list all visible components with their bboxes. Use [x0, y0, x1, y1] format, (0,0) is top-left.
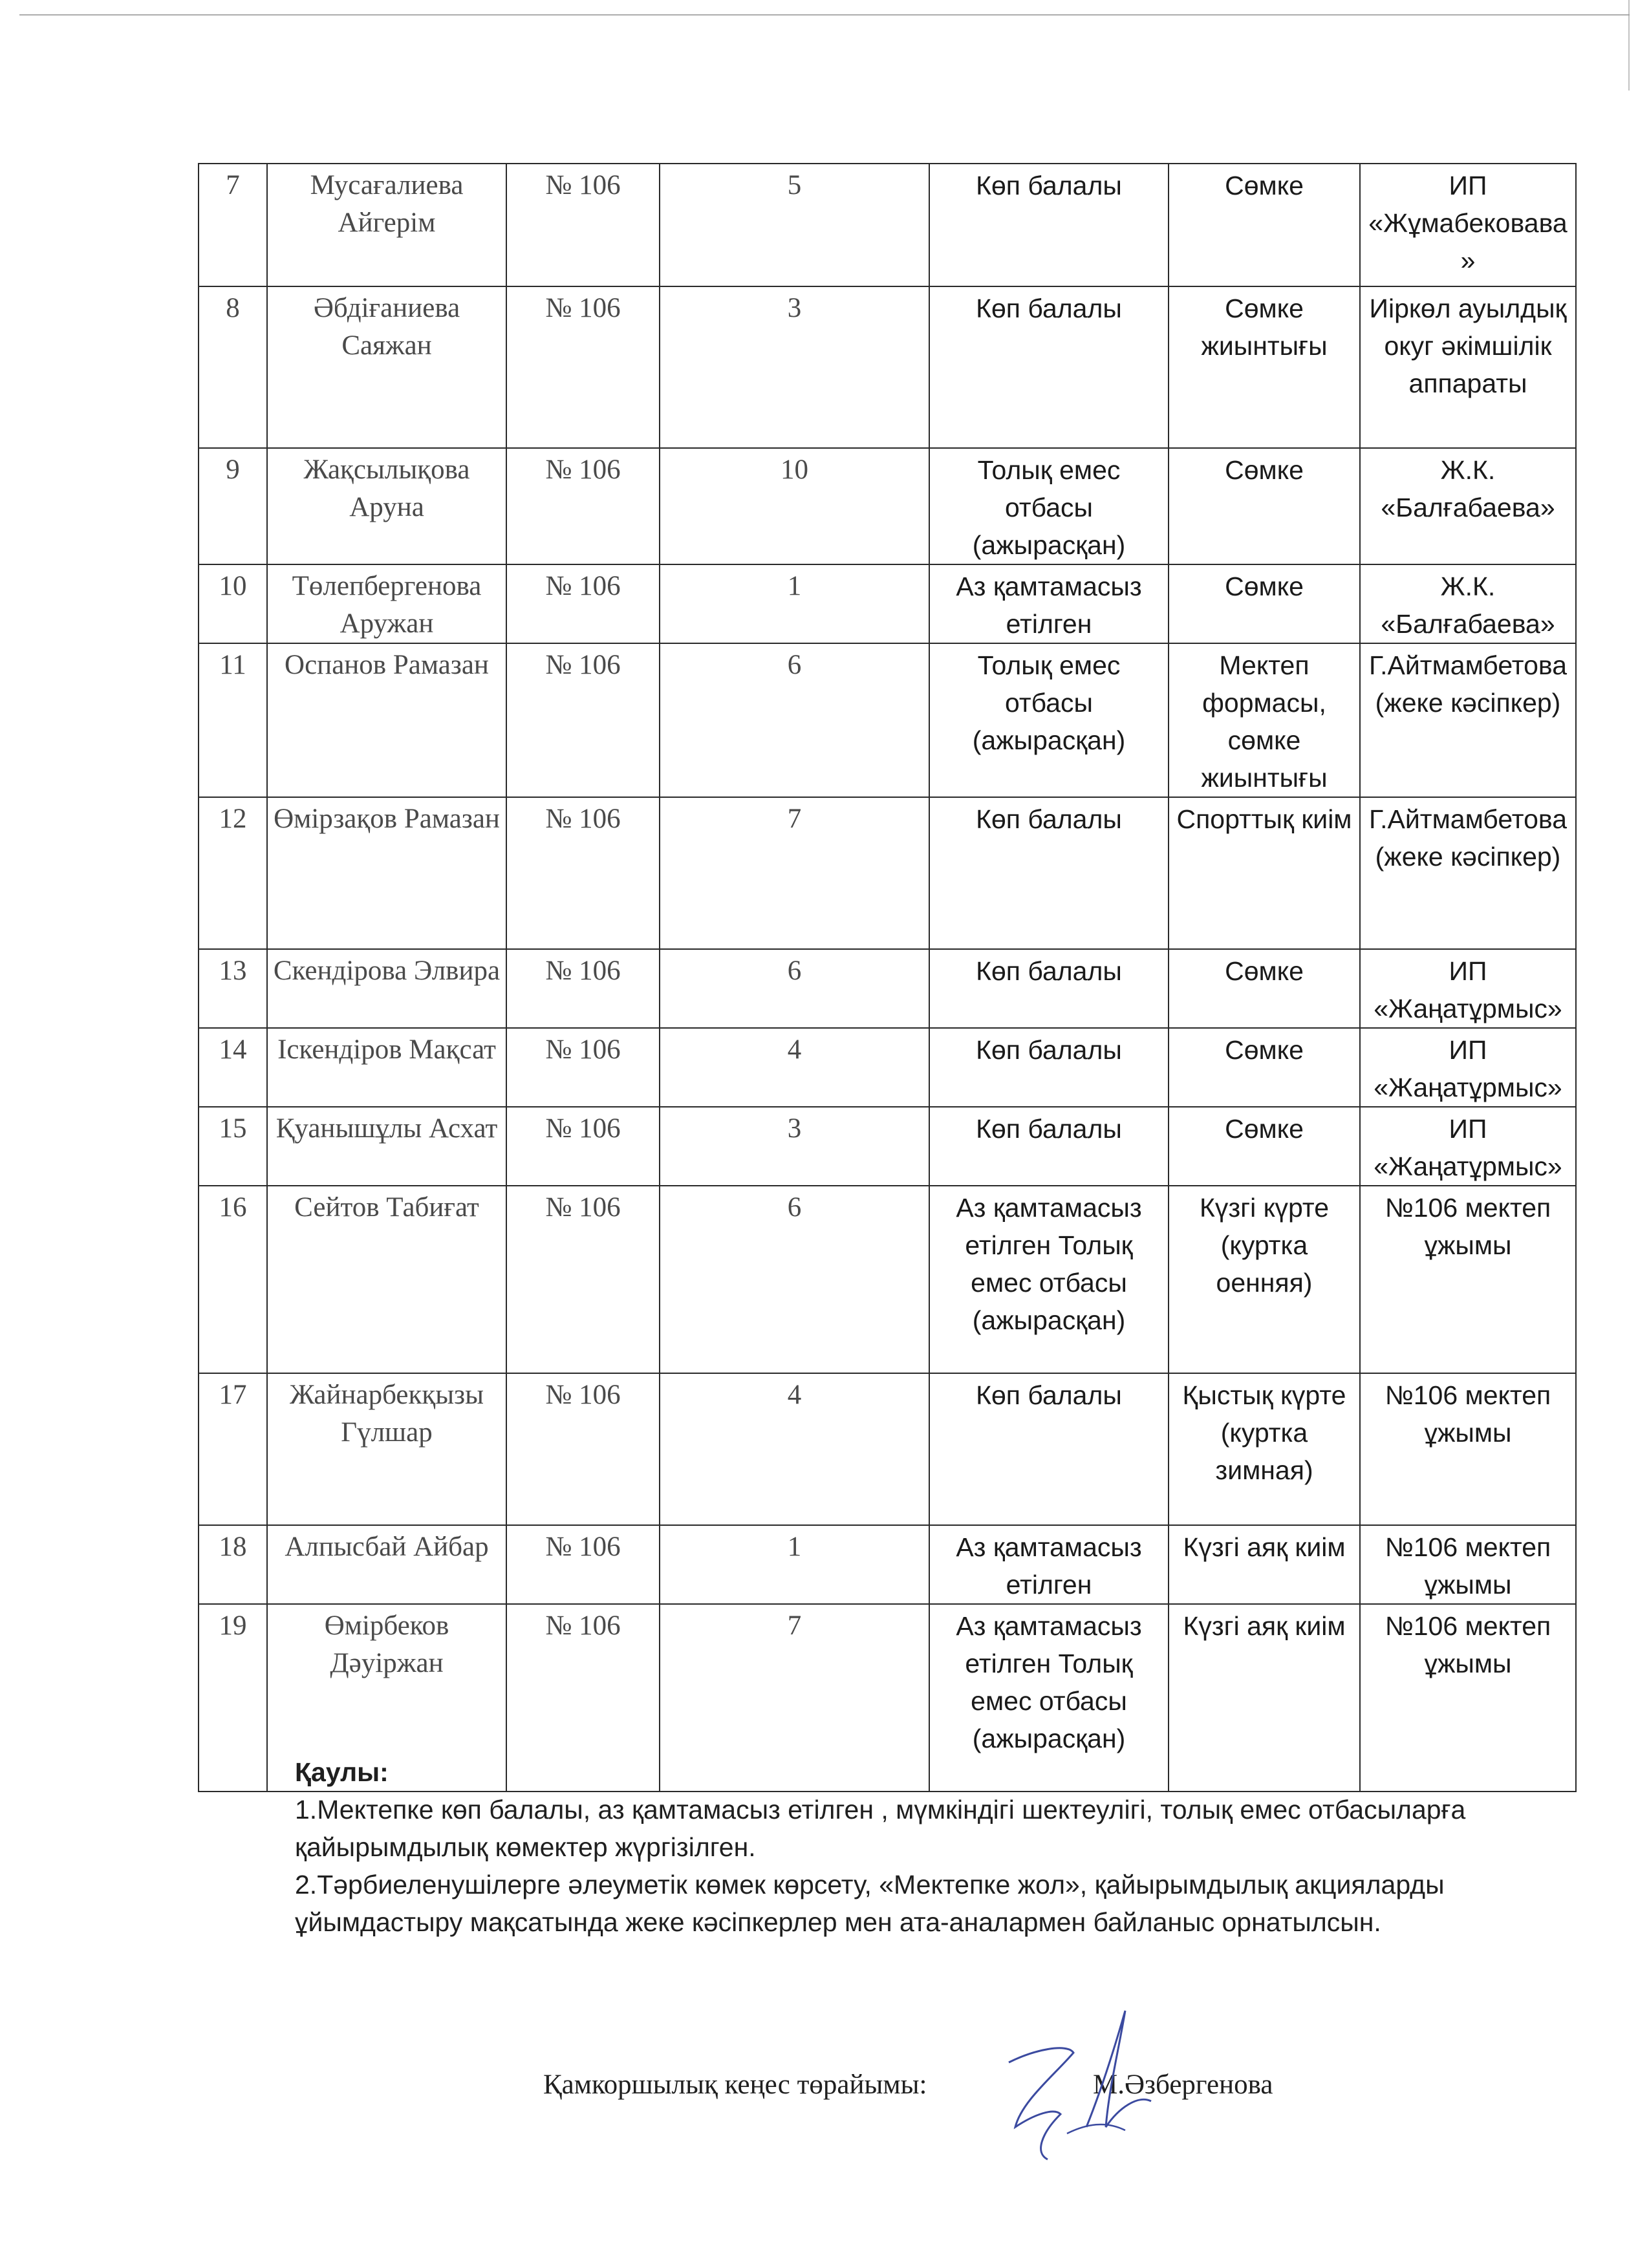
sponsor-cell: Иіркөл ауылдық окуг әкімшілік аппараты	[1360, 286, 1576, 448]
row-number-cell: 7	[199, 164, 267, 286]
sponsor-cell: №106 мектеп ұжымы	[1360, 1373, 1576, 1525]
student-name-cell: Жақсылықова Аруна	[267, 448, 506, 564]
student-name-cell: Мусағалиева Айгерім	[267, 164, 506, 286]
aid-item-cell: Күзгі аяқ киім	[1169, 1525, 1360, 1604]
family-category-cell: Аз қамтамасыз етілген	[929, 564, 1169, 643]
school-number-cell: № 106	[506, 643, 660, 797]
table-row	[199, 1525, 1576, 1604]
aid-item-cell: Мектеп формасы, сөмке жиынтығы	[1169, 643, 1360, 797]
student-name-cell: Қуанышұлы Асхат	[267, 1107, 506, 1186]
sponsor-cell: Ж.К. «Балғабаева»	[1360, 564, 1576, 643]
aid-recipients-table	[198, 163, 1577, 1792]
family-category-cell: Толық емес отбасы (ажырасқан)	[929, 448, 1169, 564]
scan-edge-line	[19, 14, 1630, 16]
school-number-cell: № 106	[506, 1604, 660, 1792]
row-number-cell: 9	[199, 448, 267, 564]
row-number-cell: 19	[199, 1604, 267, 1792]
scan-edge-line-right	[1628, 0, 1630, 91]
row-number-cell: 15	[199, 1107, 267, 1186]
table-body	[199, 164, 1576, 1792]
table-row	[199, 1028, 1576, 1107]
table-row	[199, 1186, 1576, 1373]
row-number-cell: 17	[199, 1373, 267, 1525]
row-number-cell: 10	[199, 564, 267, 643]
school-number-cell: № 106	[506, 797, 660, 949]
sponsor-cell: ИП «Жұмабековава»	[1360, 164, 1576, 286]
family-category-cell: Аз қамтамасыз етілген Толық емес отбасы (ажырасқан)	[929, 1186, 1169, 1373]
family-category-cell: Көп балалы	[929, 949, 1169, 1028]
grade-cell: 4	[660, 1373, 929, 1525]
signatory-role: Қамкоршылық кеңес төрайымы:	[543, 2070, 927, 2100]
grade-cell: 1	[660, 564, 929, 643]
grade-cell: 10	[660, 448, 929, 564]
resolution-section	[295, 1753, 1524, 1941]
student-name-cell: Әбдіғаниева Саяжан	[267, 286, 506, 448]
family-category-cell: Аз қамтамасыз етілген	[929, 1525, 1169, 1604]
row-number-cell: 8	[199, 286, 267, 448]
handwritten-signature	[996, 1998, 1164, 2172]
student-name-cell: Алпысбай Айбар	[267, 1525, 506, 1604]
aid-item-cell: Сөмке	[1169, 949, 1360, 1028]
sponsor-cell: №106 мектеп ұжымы	[1360, 1604, 1576, 1792]
aid-item-cell: Спорттық киім	[1169, 797, 1360, 949]
school-number-cell: № 106	[506, 164, 660, 286]
school-number-cell: № 106	[506, 1028, 660, 1107]
grade-cell: 6	[660, 643, 929, 797]
student-name-cell: Іскендіров Мақсат	[267, 1028, 506, 1107]
sponsor-cell: №106 мектеп ұжымы	[1360, 1525, 1576, 1604]
sponsor-cell: Ж.К. «Балғабаева»	[1360, 448, 1576, 564]
row-number-cell: 18	[199, 1525, 267, 1604]
aid-item-cell: Күзгі күрте (куртка оенняя)	[1169, 1186, 1360, 1373]
grade-cell: 3	[660, 1107, 929, 1186]
family-category-cell: Көп балалы	[929, 286, 1169, 448]
table-row	[199, 286, 1576, 448]
aid-item-cell: Қыстық күрте (куртка зимная)	[1169, 1373, 1360, 1525]
school-number-cell: № 106	[506, 286, 660, 448]
family-category-cell: Көп балалы	[929, 1028, 1169, 1107]
student-name-cell: Төлепбергенова Аружан	[267, 564, 506, 643]
row-number-cell: 16	[199, 1186, 267, 1373]
family-category-cell: Көп балалы	[929, 164, 1169, 286]
sponsor-cell: №106 мектеп ұжымы	[1360, 1186, 1576, 1373]
student-name-cell: Өмірзақов Рамазан	[267, 797, 506, 949]
aid-item-cell: Сөмке	[1169, 164, 1360, 286]
grade-cell: 1	[660, 1525, 929, 1604]
student-name-cell: Өмірбеков Дәуіржан	[267, 1604, 506, 1792]
aid-item-cell: Сөмке жиынтығы	[1169, 286, 1360, 448]
row-number-cell: 12	[199, 797, 267, 949]
grade-cell: 7	[660, 797, 929, 949]
resolution-item-1: 1.Мектепке көп балалы, аз қамтамасыз етілген , мүмкіндігі шектеулігі, толық емес отбасыларға қайырымдылық көмектер жүргізілген.	[295, 1795, 1466, 1862]
aid-item-cell: Сөмке	[1169, 1028, 1360, 1107]
signatory-name: М.Әзбергенова	[1093, 2070, 1273, 2100]
school-number-cell: № 106	[506, 448, 660, 564]
sponsor-cell: ИП «Жаңатұрмыс»	[1360, 1107, 1576, 1186]
grade-cell: 6	[660, 1186, 929, 1373]
student-name-cell: Жайнарбекқызы Гүлшар	[267, 1373, 506, 1525]
table-row	[199, 1107, 1576, 1186]
table-row	[199, 949, 1576, 1028]
table-row	[199, 448, 1576, 564]
school-number-cell: № 106	[506, 1525, 660, 1604]
family-category-cell: Көп балалы	[929, 1373, 1169, 1525]
table-row	[199, 797, 1576, 949]
signature-line	[543, 2069, 1384, 2114]
table-row	[199, 1373, 1576, 1525]
sponsor-cell: ИП «Жаңатұрмыс»	[1360, 1028, 1576, 1107]
school-number-cell: № 106	[506, 1107, 660, 1186]
grade-cell: 4	[660, 1028, 929, 1107]
table-row	[199, 643, 1576, 797]
school-number-cell: № 106	[506, 564, 660, 643]
family-category-cell: Толық емес отбасы (ажырасқан)	[929, 643, 1169, 797]
school-number-cell: № 106	[506, 949, 660, 1028]
grade-cell: 5	[660, 164, 929, 286]
row-number-cell: 14	[199, 1028, 267, 1107]
table-row	[199, 164, 1576, 286]
sponsor-cell: ИП «Жаңатұрмыс»	[1360, 949, 1576, 1028]
family-category-cell: Көп балалы	[929, 797, 1169, 949]
family-category-cell: Көп балалы	[929, 1107, 1169, 1186]
grade-cell: 7	[660, 1604, 929, 1792]
student-name-cell: Оспанов Рамазан	[267, 643, 506, 797]
student-name-cell: Сейтов Табиғат	[267, 1186, 506, 1373]
family-category-cell: Аз қамтамасыз етілген Толық емес отбасы (ажырасқан)	[929, 1604, 1169, 1792]
table-row	[199, 564, 1576, 643]
grade-cell: 3	[660, 286, 929, 448]
sponsor-cell: Г.Айтмамбетова (жеке кәсіпкер)	[1360, 797, 1576, 949]
sponsor-cell: Г.Айтмамбетова (жеке кәсіпкер)	[1360, 643, 1576, 797]
aid-item-cell: Күзгі аяқ киім	[1169, 1604, 1360, 1792]
grade-cell: 6	[660, 949, 929, 1028]
student-name-cell: Скендірова Элвира	[267, 949, 506, 1028]
resolution-item-2: 2.Тәрбиеленушілерге әлеуметік көмек көрсету, «Мектепке жол», қайырымдылық акцияларды ұйымдастыру мақсатында жеке кәсіпкерлер мен ата-аналармен байланыс орнатылсын.	[295, 1870, 1445, 1937]
resolution-heading: Қаулы:	[295, 1757, 389, 1787]
school-number-cell: № 106	[506, 1373, 660, 1525]
row-number-cell: 13	[199, 949, 267, 1028]
row-number-cell: 11	[199, 643, 267, 797]
aid-item-cell: Сөмке	[1169, 1107, 1360, 1186]
aid-item-cell: Сөмке	[1169, 564, 1360, 643]
aid-item-cell: Сөмке	[1169, 448, 1360, 564]
school-number-cell: № 106	[506, 1186, 660, 1373]
